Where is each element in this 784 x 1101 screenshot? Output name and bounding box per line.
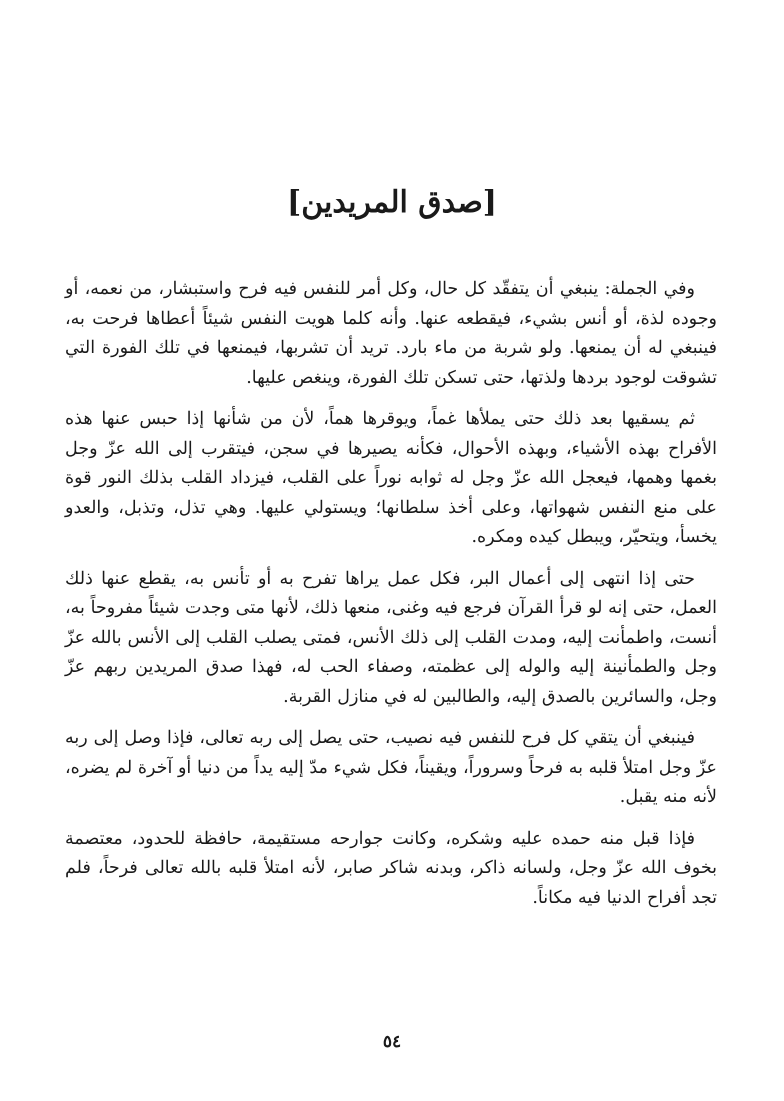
- page-title: [صدق المريدين]: [287, 185, 497, 220]
- page-number: ٥٤: [382, 1032, 402, 1052]
- body-text: [65, 275, 717, 925]
- paragraph-4: فينبغي أن يتقي كل فرح للنفس فيه نصيب، حتى يصل إلى ربه تعالى، فإذا وصل إلى ربه عزّ وجل امتلأ قلبه به فرحاً وسروراً، ويقيناً، فكل شيء مدّ إليه يداً من دنيا أو آخرة لم يضره، لأنه منه يقبل.: [65, 728, 717, 807]
- paragraph-2: ثم يسقيها بعد ذلك حتى يملأها غماً، ويوقرها هماً، لأن من شأنها إذا حبس عنها هذه الأفراح بهذه الأشياء، وبهذه الأحوال، فكأنه يصيرها في سجن، فيتقرب إلى الله عزّ وجل بغمها وهمها، فيعجل الله عزّ وجل له ثوابه نوراً على القلب، فيزداد القلب بذلك النور قوة على منع النفس شهواتها، وعلى أخذ سلطانها؛ ويستولي عليها. وهي تذل، وتذبل، والعدو يخسأ، ويتحيّر، ويبطل كيده ومكره.: [65, 409, 717, 547]
- paragraph-3: حتى إذا انتهى إلى أعمال البر، فكل عمل يراها تفرح به أو تأنس به، يقطع عنها ذلك العمل، حتى إنه لو قرأ القرآن فرجع فيه وغنى، منعها ذلك، لأنها متى وجدت شيئاً مفروحاً به، أنست، واطمأنت إليه، ومدت القلب إلى ذلك الأنس، فمتى يصلب القلب إلى الأنس بالله عزّ وجل والطمأنينة إليه والوله إلى عظمته، وصفاء الحب له، فهذا صدق المريدين ربهم عزّ وجل، والسائرين بالصدق إليه، والطالبين له في منازل القربة.: [65, 568, 717, 707]
- paragraph-5: فإذا قبل منه حمده عليه وشكره، وكانت جوارحه مستقيمة، حافظة للحدود، معتصمة بخوف الله عزّ وجل، ولسانه ذاكر، وبدنه شاكر صابر، لأنه امتلأ قلبه بالله تعالى فرحاً، فلم تجد أفراح الدنيا فيه مكاناً.: [65, 828, 717, 908]
- paragraph-1: وفي الجملة: ينبغي أن يتفقّد كل حال، وكل أمر للنفس فيه فرح واستبشار، من نعمه، أو وجوده لذة، أو أنس بشيء، فيقطعه عنها. وأنه كلما هويت النفس شيئاً أعطاها فرحت به، فينبغي له أن يمنعها. ولو شربة من ماء بارد. تريد أن تشربها، فيمنعها في تلك الفورة التي تشوقت لوجود بردها ولذتها، حتى تسكن تلك الفورة، وينغص عليها.: [65, 279, 717, 388]
